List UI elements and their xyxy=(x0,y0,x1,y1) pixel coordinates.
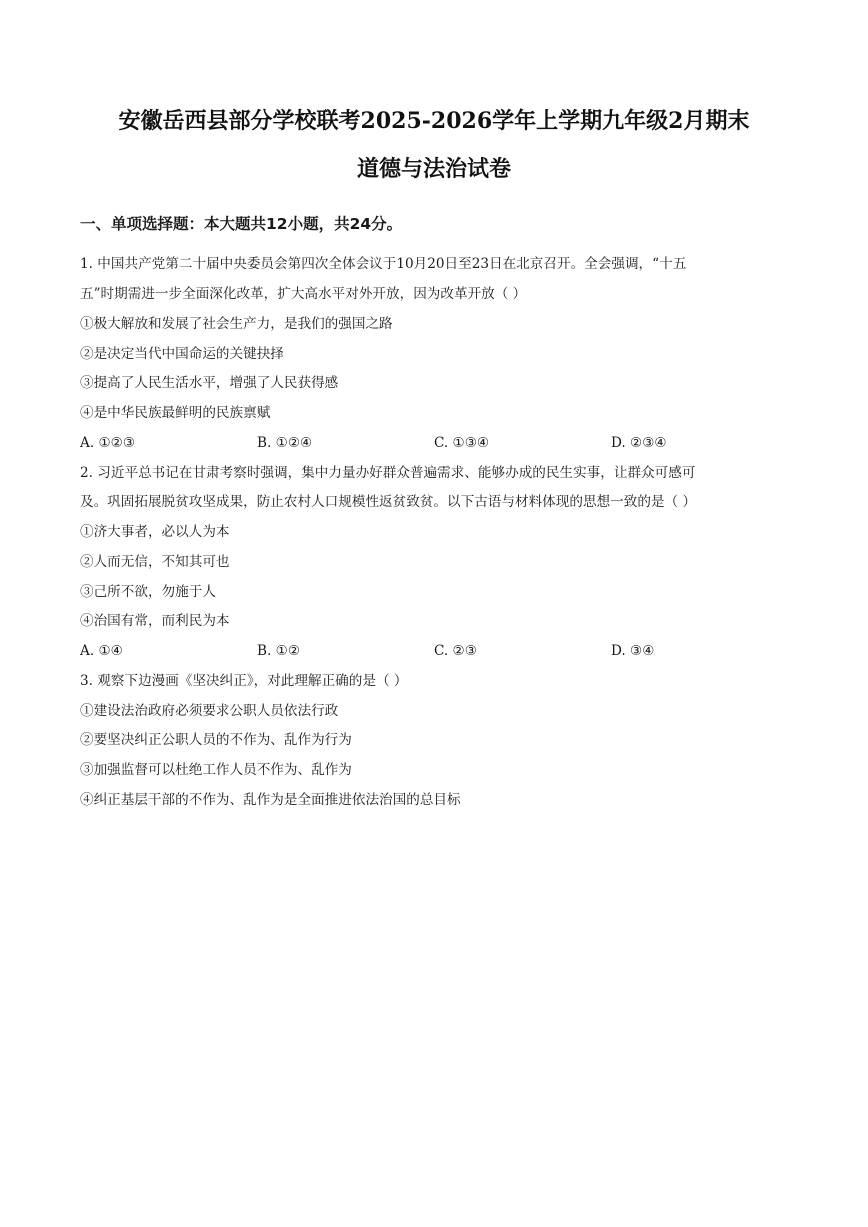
option-b: B. ①②④ xyxy=(257,435,313,451)
statement-item: ②要坚决纠正公职人员的不作为、乱作为行为 xyxy=(80,732,352,748)
option-d: D. ③④ xyxy=(611,643,655,659)
section-heading: 一、单项选择题：本大题共12小题，共24分。 xyxy=(80,215,403,233)
option-a: A. ①④ xyxy=(80,643,123,659)
exam-title-line-1: 安徽岳西县部分学校联考2025-2026学年上学期九年级2月期末 xyxy=(118,108,750,134)
question-stem-line: 及。巩固拓展脱贫攻坚成果，防止农村人口规模性返贫致贫。以下古语与材料体现的思想一致的是（ ） xyxy=(80,494,697,510)
option-d: D. ②③④ xyxy=(611,435,667,451)
statement-item: ③己所不欲，勿施于人 xyxy=(80,584,216,600)
question-stem-line: 3. 观察下边漫画《坚决纠正》，对此理解正确的是（ ） xyxy=(80,673,408,689)
question-stem-line: 五”时期需进一步全面深化改革，扩大高水平对外开放，因为改革开放（ ） xyxy=(80,286,527,302)
option-b: B. ①② xyxy=(257,643,301,659)
statement-item: ③加强监督可以杜绝工作人员不作为、乱作为 xyxy=(80,762,352,778)
exam-title-line-2: 道德与法治试卷 xyxy=(356,156,511,182)
statement-item: ④治国有常，而利民为本 xyxy=(80,613,230,629)
option-a: A. ①②③ xyxy=(80,435,136,451)
question-stem-line: 1. 中国共产党第二十届中央委员会第四次全体会议于10月20日至23日在北京召开。全会强调，“十五 xyxy=(80,256,687,272)
statement-item: ①极大解放和发展了社会生产力，是我们的强国之路 xyxy=(80,316,393,332)
statement-item: ①建设法治政府必须要求公职人员依法行政 xyxy=(80,703,339,719)
option-c: C. ①③④ xyxy=(434,435,490,451)
option-c: C. ②③ xyxy=(434,643,477,659)
statement-item: ②人而无信，不知其可也 xyxy=(80,554,230,570)
statement-item: ④纠正基层干部的不作为、乱作为是全面推进依法治国的总目标 xyxy=(80,792,461,808)
question-stem-line: 2. 习近平总书记在甘肃考察时强调，集中力量办好群众普遍需求、能够办成的民生实事，让群众可感可 xyxy=(80,465,696,481)
statement-item: ③提高了人民生活水平，增强了人民获得感 xyxy=(80,375,339,391)
statement-item: ②是决定当代中国命运的关键抉择 xyxy=(80,346,284,362)
statement-item: ④是中华民族最鲜明的民族禀赋 xyxy=(80,405,271,421)
statement-item: ①济大事者，必以人为本 xyxy=(80,524,230,540)
